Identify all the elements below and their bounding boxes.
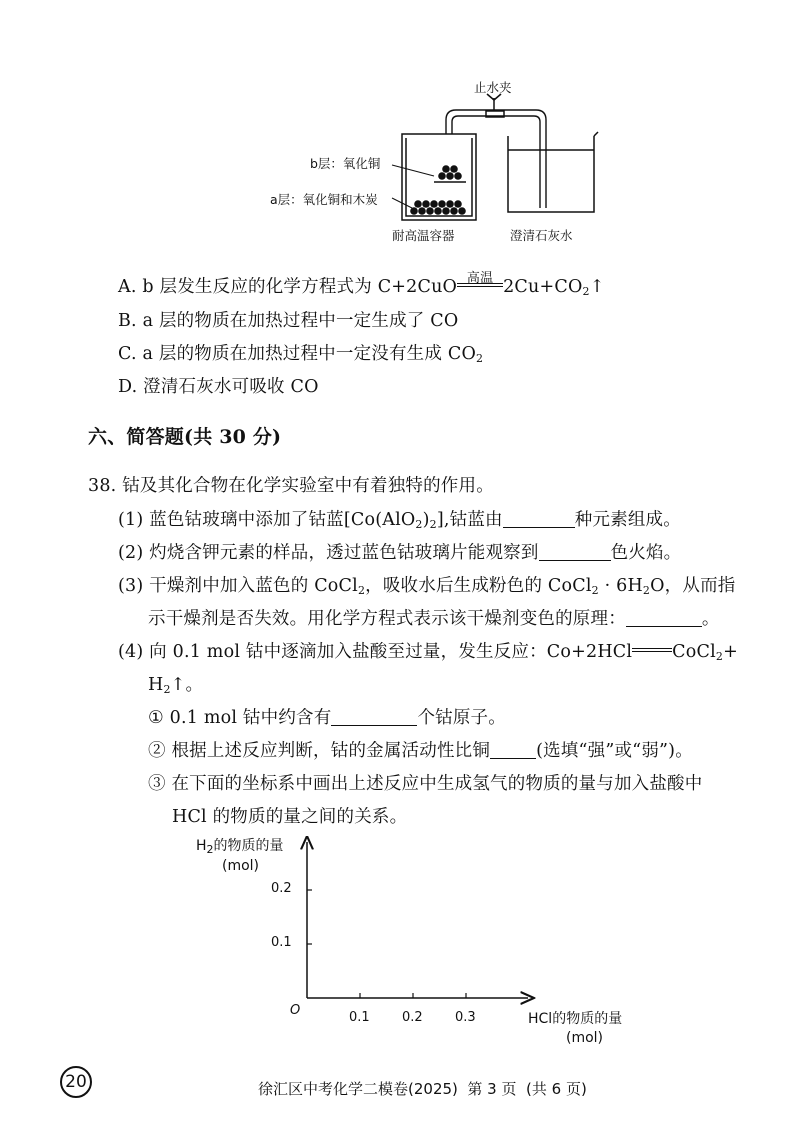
beaker bbox=[508, 132, 598, 212]
q38-sub1: ① 0.1 mol 钴中约含有 个钴原子。 bbox=[148, 708, 506, 728]
q38-part2: (2) 灼烧含钾元素的样品，透过蓝色钴玻璃片能观察到 色火焰。 bbox=[118, 543, 682, 563]
x-tick-label: 0.1 bbox=[349, 1010, 370, 1025]
q38-part1: (1) 蓝色钴玻璃中添加了钴蓝$[Co(AlO_2)_2]$,钴蓝由 种元素组成。 bbox=[118, 510, 681, 531]
answer-blank[interactable] bbox=[331, 707, 417, 726]
q38-sub3-line2: HCl 的物质的量之间的关系。 bbox=[172, 807, 408, 827]
q38-part4-line2: $H_2↑$。 bbox=[148, 675, 204, 696]
q38-sub2: ② 根据上述反应判断，钴的金属活动性比铜 (选填“强”或“弱”)。 bbox=[148, 741, 693, 761]
option-d: D. 澄清石灰水可吸收 CO bbox=[118, 377, 319, 397]
x-tick-label: 0.3 bbox=[455, 1010, 476, 1025]
y-axis-label: $H_2$的物质的量 bbox=[196, 838, 284, 856]
equals-sign bbox=[632, 642, 672, 662]
page-badge: 20 bbox=[60, 1066, 92, 1098]
layer-a-label: a层：氧化铜和木炭 bbox=[270, 192, 378, 207]
condition-equals: 高温 bbox=[457, 277, 503, 297]
x-tick-label: 0.2 bbox=[402, 1010, 423, 1025]
coordinate-system bbox=[280, 836, 540, 1011]
origin-label: O bbox=[290, 1003, 301, 1018]
clamp-icon bbox=[486, 94, 504, 117]
x-axis-label: HCl的物质的量 bbox=[528, 1011, 623, 1027]
q38-part3: (3) 干燥剂中加入蓝色的 CoCl$_2$，吸收水后生成粉色的 CoCl$_2$ · $6H_2O$，从而指 bbox=[118, 576, 736, 597]
section-title: 六、简答题(共 30 分) bbox=[88, 426, 282, 448]
container-label: 耐高温容器 bbox=[392, 228, 455, 243]
footer-text: 徐汇区中考化学二模卷(2025) 第 3 页 (共 6 页) bbox=[258, 1080, 587, 1098]
q38-stem: 38. 钴及其化合物在化学实验室中有着独特的作用。 bbox=[88, 476, 494, 496]
answer-blank[interactable] bbox=[503, 509, 575, 528]
answer-blank[interactable] bbox=[626, 608, 702, 627]
q38-part3-line2: 示干燥剂是否失效。用化学方程式表示该干燥剂变色的原理： 。 bbox=[148, 609, 720, 629]
carbon-copper-oxide-particles bbox=[410, 200, 466, 215]
x-axis-unit: (mol) bbox=[566, 1030, 604, 1046]
option-c: C. a 层的物质在加热过程中一定没有生成 $CO_2$ bbox=[118, 344, 484, 365]
beaker-label: 澄清石灰水 bbox=[510, 228, 573, 243]
answer-blank[interactable] bbox=[539, 542, 611, 561]
clamp-label: 止水夹 bbox=[474, 80, 512, 95]
q38-part4: (4) 向 0.1 mol 钴中逐滴加入盐酸至过量，发生反应：Co+2HCl CoCl$_2$+ bbox=[118, 642, 738, 663]
copper-oxide-particles bbox=[438, 165, 462, 180]
option-a: A. b 层发生反应的化学方程式为 C+2CuO 高温 $2Cu+CO_2↑$ bbox=[118, 271, 605, 298]
y-axis-unit: (mol) bbox=[222, 858, 260, 874]
delivery-tube bbox=[446, 110, 546, 208]
q38-sub3: ③ 在下面的坐标系中画出上述反应中生成氢气的物质的量与加入盐酸中 bbox=[148, 774, 703, 794]
answer-blank[interactable] bbox=[490, 740, 536, 759]
y-tick-label: 0.2 bbox=[271, 881, 292, 896]
layer-b-label: b层：氧化铜 bbox=[310, 156, 381, 171]
y-tick-label: 0.1 bbox=[271, 935, 292, 950]
option-b: B. a 层的物质在加热过程中一定生成了 CO bbox=[118, 311, 459, 331]
